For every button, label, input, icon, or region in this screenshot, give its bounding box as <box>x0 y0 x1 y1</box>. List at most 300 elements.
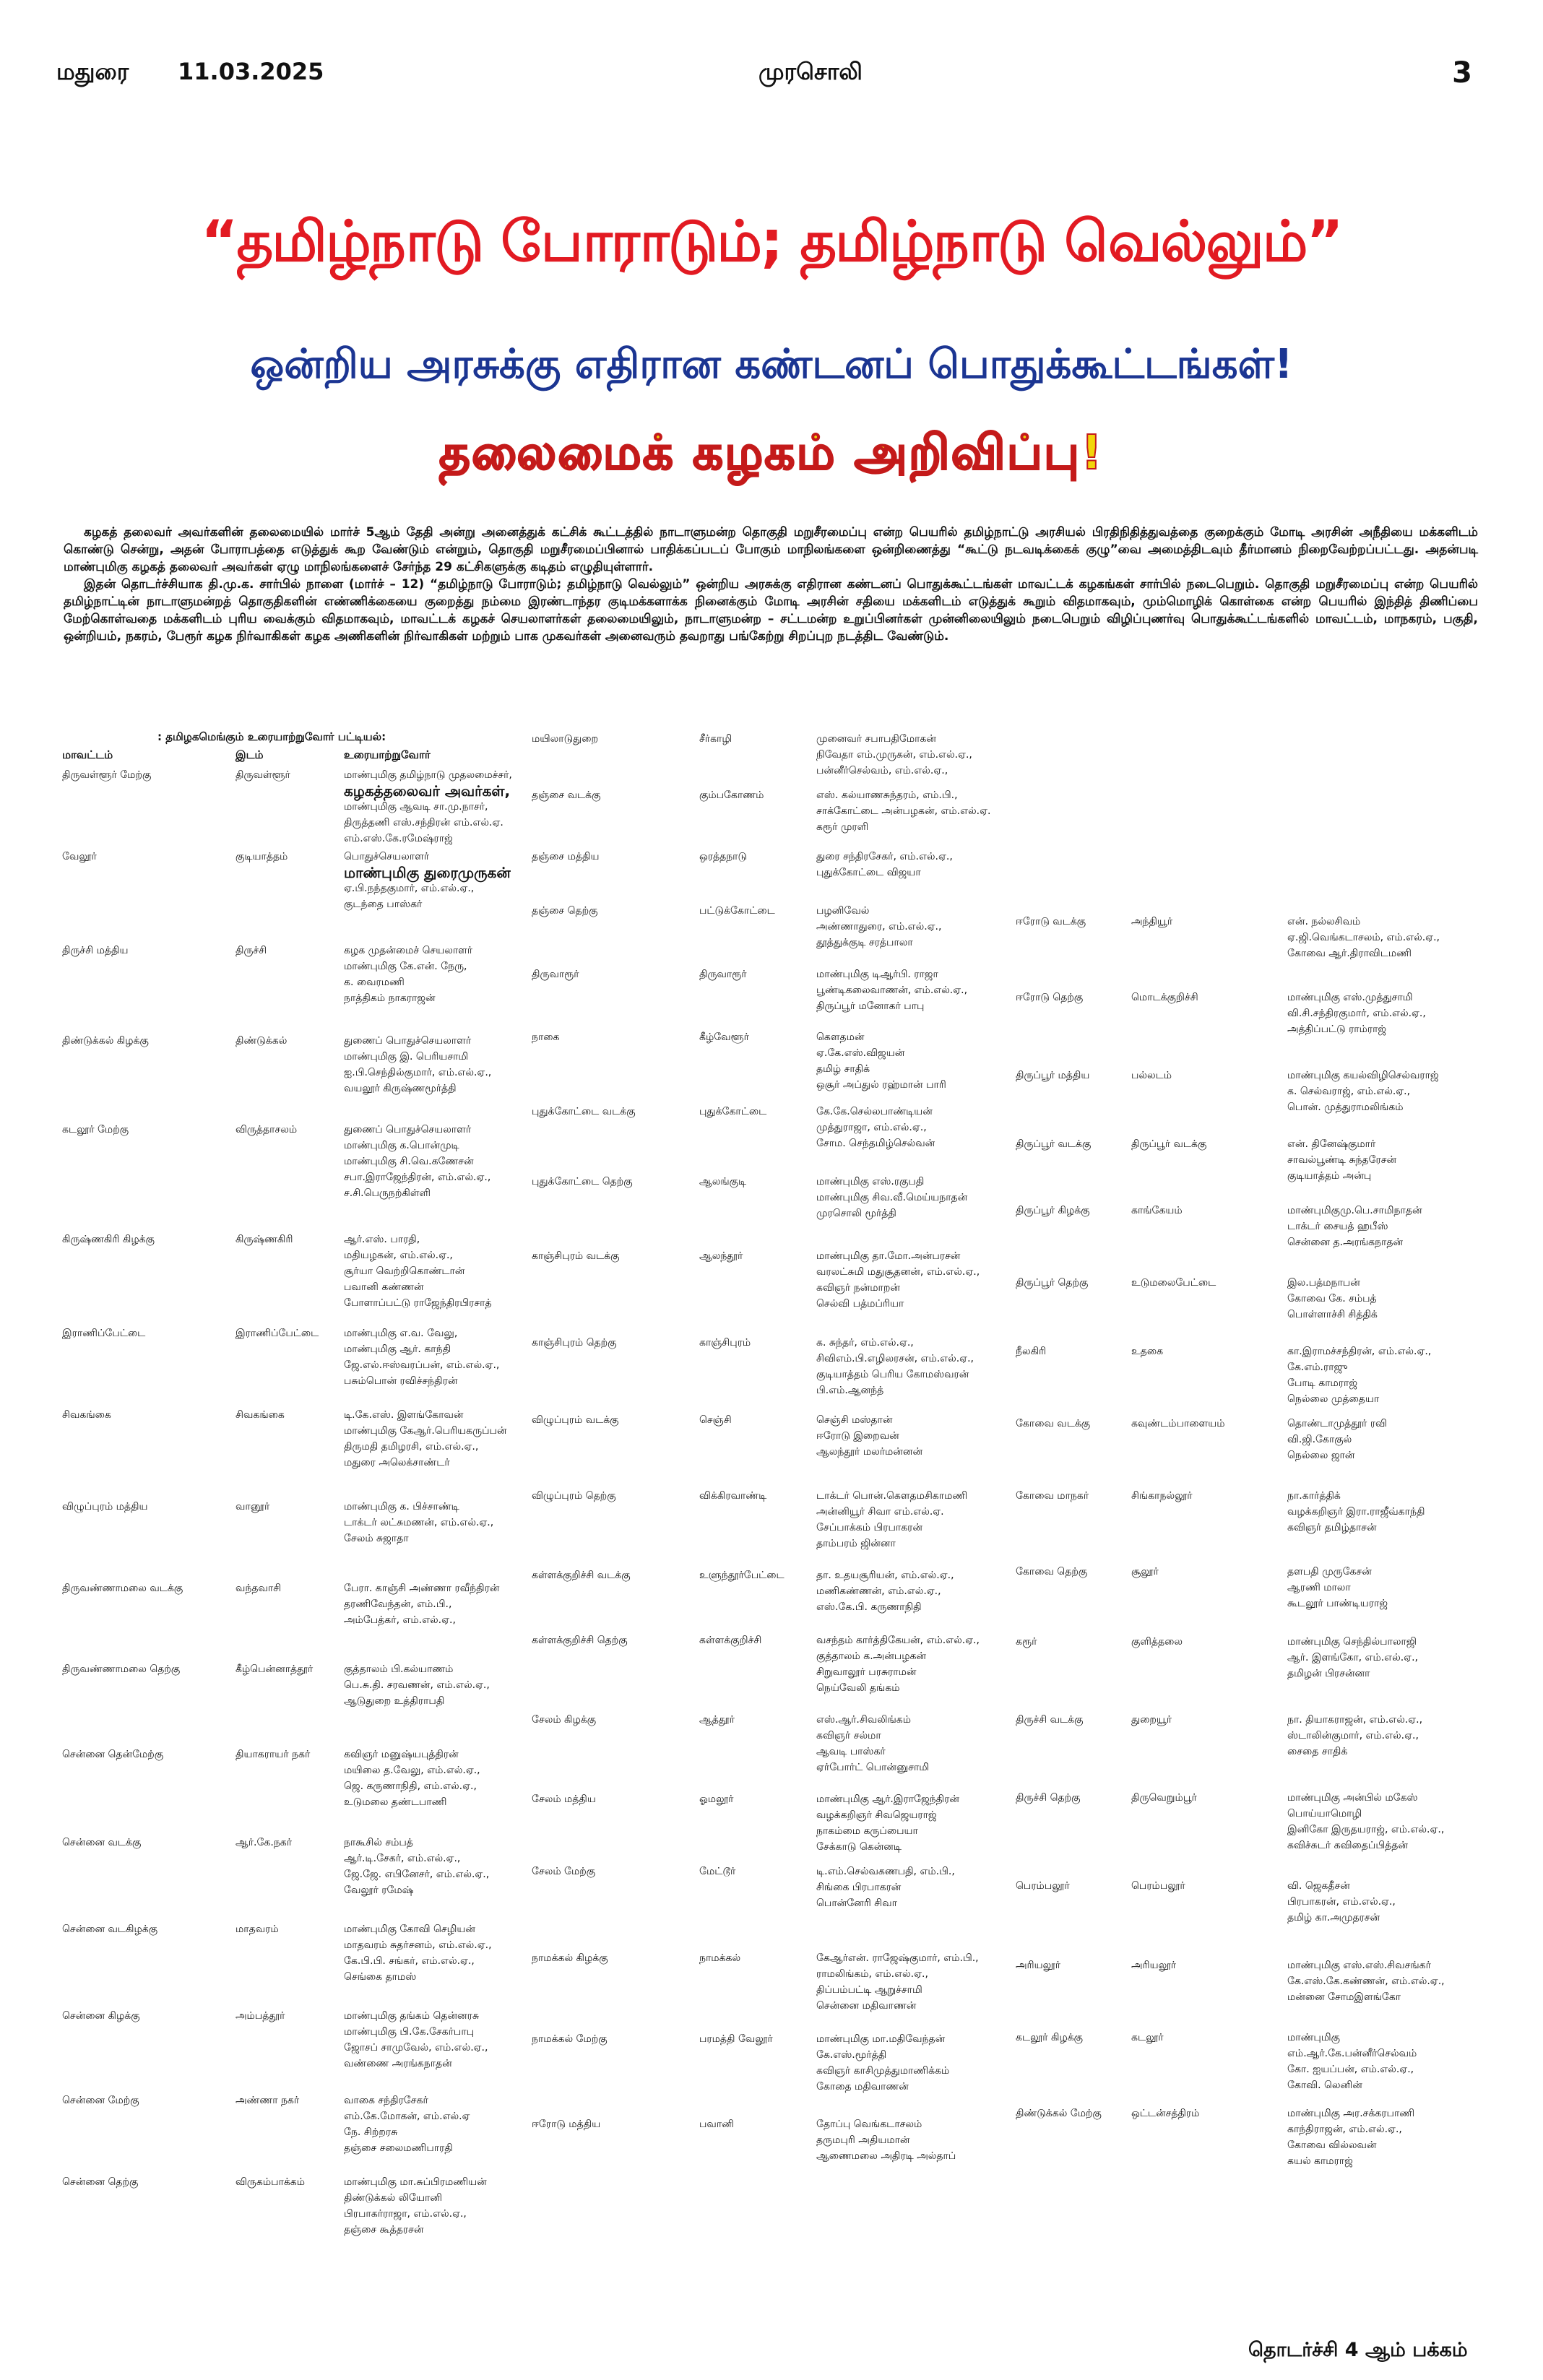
speaker-name: பழனிவேல் <box>816 905 870 917</box>
speaker-name: அன்னியூர் சிவா எம்.எல்.ஏ. <box>816 1506 944 1518</box>
speaker-name: கா.இராமச்சந்திரன், எம்.எல்.ஏ., <box>1287 1346 1432 1357</box>
speaker-name: மாதவரம் சுதர்சனம், எம்.எல்.ஏ., <box>344 1939 492 1951</box>
speaker-list <box>816 903 1026 951</box>
speaker-list <box>1287 1488 1497 1536</box>
district-name: நாகை <box>532 1031 560 1043</box>
district-name: கோவை தெற்கு <box>1016 1566 1088 1578</box>
venue-name: மேட்டூர் <box>699 1866 736 1877</box>
speaker-list <box>1287 1712 1497 1760</box>
district-name: திருவண்ணாமலை வடக்கு <box>62 1583 183 1594</box>
venue-name: செஞ்சி <box>699 1414 732 1426</box>
venue-name: கீழ்வேளூர் <box>699 1031 749 1043</box>
speaker-name: மாண்புமிகு கயல்விழிசெல்வராஜ் <box>1287 1070 1439 1081</box>
speaker-name: தொண்டாமுத்தூர் ரவி <box>1287 1418 1387 1429</box>
speaker-list <box>344 767 553 847</box>
speaker-name: உடுமலை தண்டபாணி <box>344 1796 447 1808</box>
speaker-name: காந்திராஜன், எம்.எல்.ஏ., <box>1287 2124 1402 2135</box>
speaker-name: மாண்புமிகு ஆர்.இராஜேந்திரன் <box>816 1793 959 1805</box>
speaker-name: சென்னை மதிவாணன் <box>816 2000 917 2012</box>
speaker-name: மாண்புமிகு க. பிச்சாண்டி <box>344 1501 459 1513</box>
speaker-name: மாண்புமிகு துரைமுருகன் <box>344 864 511 881</box>
page-number: 3 <box>1452 56 1472 90</box>
speaker-name: தமிழன் பிரசன்னா <box>1287 1668 1370 1679</box>
continued-note: தொடர்ச்சி 4 ஆம் பக்கம் <box>1248 2339 1468 2361</box>
speaker-name: ஏ.கே.எஸ்.விஜயன் <box>816 1047 905 1059</box>
speaker-name: வி.சி.சந்திரகுமார், எம்.எல்.ஏ., <box>1287 1008 1426 1019</box>
speaker-name: மாண்புமிகு ஆவடி சா.மு.நாசர், <box>344 801 488 813</box>
venue-name: குளித்தலை <box>1131 1636 1183 1648</box>
district-name: தஞ்சை தெற்கு <box>532 905 598 917</box>
venue-name: ஓமலூர் <box>699 1793 734 1805</box>
venue-name: அந்தியூர் <box>1131 916 1173 927</box>
venue-name: ஒரத்தநாடு <box>699 851 747 862</box>
venue-name: குடியாத்தம் <box>235 851 288 862</box>
speaker-name: ஈரோடு இறைவன் <box>816 1430 899 1442</box>
speaker-name: தோப்பு வெங்கடாசலம் <box>816 2119 922 2130</box>
headline: “தமிழ்நாடு போராடும்; தமிழ்நாடு வெல்லும்” <box>201 209 1342 274</box>
speaker-name: குடியாத்தம் பெரிய கோமஸ்வரன் <box>816 1369 969 1380</box>
venue-name: சீர்காழி <box>699 733 732 745</box>
speaker-name: திருமதி தமிழரசி, எம்.எல்.ஏ., <box>344 1441 479 1453</box>
speaker-name: ஆவடி பாஸ்கர் <box>816 1746 886 1757</box>
speaker-name: குடந்தை பாஸ்கர் <box>344 899 423 910</box>
speaker-name: நா.கார்த்திக் <box>1287 1490 1341 1502</box>
speaker-name: எம்.கே.மோகன், எம்.எல்.ஏ <box>344 2111 470 2122</box>
speaker-name: மதுரை அலெக்சாண்டர் <box>344 1457 450 1468</box>
speaker-name: வழக்கறிஞர் சிவஜெயராஜ் <box>816 1809 937 1821</box>
speaker-name: மாண்புமிகு எஸ்.ரகுபதி <box>816 1176 925 1187</box>
speaker-name: வேலூர் ரமேஷ் <box>344 1884 414 1896</box>
speaker-name: கே.எஸ்.மூர்த்தி <box>816 2049 887 2061</box>
venue-name: கள்ளக்குறிச்சி <box>699 1635 762 1646</box>
district-name: ஈரோடு மத்திய <box>532 2119 601 2130</box>
venue-name: கீழ்பென்னாத்தூர் <box>235 1663 314 1675</box>
speaker-name: ஆர்.எஸ். பாரதி, <box>344 1234 420 1245</box>
speaker-list <box>1287 1416 1497 1463</box>
speaker-name: இனிகோ இருதயராஜ், எம்.எல்.ஏ., <box>1287 1824 1445 1835</box>
speaker-name: தளபதி முருகேசன் <box>1287 1566 1372 1578</box>
speaker-name: எஸ். கல்யாணசுந்தரம், எம்.பி., <box>816 789 958 801</box>
speaker-name: பிரபாகரன், எம்.எல்.ஏ., <box>1287 1896 1396 1908</box>
speaker-name: ஆர். இளங்கோ, எம்.எல்.ஏ., <box>1287 1652 1418 1663</box>
speaker-list <box>344 2093 553 2156</box>
speaker-name: திருப்பூர் மனோகர் பாபு <box>816 1000 925 1012</box>
speaker-name: நிவேதா எம்.முருகன், எம்.எல்.ஏ., <box>816 749 972 761</box>
venue-name: பவானி <box>699 2119 734 2130</box>
speaker-name: நெய்வேலி தங்கம் <box>816 1682 900 1694</box>
district-name: திண்டுக்கல் கிழக்கு <box>62 1035 149 1047</box>
venue-name: நாமக்கல் <box>699 1952 741 1964</box>
speaker-name: கேஆர்என். ராஜேஷ்குமார், எம்.பி., <box>816 1952 979 1964</box>
speaker-name: என். தினேஷ்குமார் <box>1287 1138 1376 1150</box>
speaker-name: நாகூசில் சம்பத் <box>344 1837 413 1848</box>
speaker-list <box>1287 1136 1497 1184</box>
district-name: மயிலாடுதுறை <box>532 733 598 745</box>
speaker-name: பொள்ளாச்சி சித்திக் <box>1287 1309 1378 1320</box>
district-name: கரூர் <box>1016 1636 1037 1648</box>
speaker-name: சேப்பாக்கம் பிரபாகரன் <box>816 1522 922 1533</box>
venue-name: திண்டுக்கல் <box>235 1035 288 1047</box>
speaker-name: திருத்தணி எஸ்.சந்திரன் எம்.எல்.ஏ. <box>344 817 503 828</box>
speaker-name: சேக்காடு கென்னடி <box>816 1841 902 1853</box>
speaker-name: துரை சந்திரசேகர், எம்.எல்.ஏ., <box>816 851 953 862</box>
speaker-name: தமிழ் சாதிக் <box>816 1063 870 1075</box>
speaker-name: துணைப் பொதுச்செயலாளர் <box>344 1124 472 1135</box>
district-name: விழுப்புரம் தெற்கு <box>532 1490 616 1502</box>
speaker-name: செல்வி பத்மப்ரியா <box>816 1298 904 1310</box>
district-name: கள்ளக்குறிச்சி வடக்கு <box>532 1570 631 1581</box>
district-name: சேலம் மேற்கு <box>532 1866 596 1877</box>
venue-name: வந்தவாசி <box>235 1583 282 1594</box>
speaker-name: க. சுந்தர், எம்.எல்.ஏ., <box>816 1337 914 1349</box>
speaker-list <box>344 849 553 912</box>
speaker-list <box>344 1921 553 1985</box>
speaker-name: மாண்புமிகு கோவி செழியன் <box>344 1924 475 1935</box>
speaker-name: வழக்கறிஞர் இரா.ராஜீவ்காந்தி <box>1287 1506 1425 1518</box>
district-name: விழுப்புரம் வடக்கு <box>532 1414 619 1426</box>
speaker-name: செங்கை தாமஸ் <box>344 1971 417 1983</box>
venue-name: சிங்காநல்லூர் <box>1131 1490 1193 1502</box>
speaker-name: சாவல்பூண்டி சுந்தரேசன் <box>1287 1154 1397 1166</box>
speaker-list <box>1287 1068 1497 1115</box>
speaker-name: ச.சி.பெருநற்கிள்ளி <box>344 1187 431 1199</box>
speaker-name: அம்பேத்கர், எம்.எல்.ஏ., <box>344 1614 456 1626</box>
announcement-banner: தலைமைக் கழகம் அறிவிப்பு! <box>438 425 1105 480</box>
venue-name: திருவாரூர் <box>699 969 747 980</box>
venue-name: சூலூர் <box>1131 1566 1159 1578</box>
district-name: நாமக்கல் மேற்கு <box>532 2033 608 2045</box>
speaker-name: வி. ஜெகதீசன் <box>1287 1880 1350 1892</box>
column-header-speakers: உரையாற்றுவோர் <box>344 748 431 761</box>
speaker-list <box>1287 914 1497 961</box>
venue-name: உடுமலைபேட்டை <box>1131 1277 1216 1289</box>
speaker-name: இல.பத்மநாபன் <box>1287 1277 1360 1289</box>
speaker-name: மாண்புமிகு டிஆர்பி. ராஜா <box>816 969 938 980</box>
district-name: ஈரோடு வடக்கு <box>1016 916 1086 927</box>
district-name: திண்டுக்கல் மேற்கு <box>1016 2108 1102 2119</box>
speaker-name: ஆலந்தூர் மலர்மன்னன் <box>816 1446 923 1458</box>
intro-text <box>64 524 1478 645</box>
venue-name: அம்பத்தூர் <box>235 2010 285 2022</box>
speaker-list <box>344 1835 553 1898</box>
speaker-name: நெல்லை ஜான் <box>1287 1450 1355 1461</box>
speaker-name: மாண்புமிகு எ.வ. வேலு, <box>344 1328 458 1339</box>
speaker-name: புதுக்கோட்டை விஜயா <box>816 867 921 878</box>
district-name: திருப்பூர் தெற்கு <box>1016 1277 1089 1289</box>
speaker-name: மணிகண்ணன், எம்.எல்.ஏ., <box>816 1585 941 1597</box>
speaker-name: தரணிவேந்தன், எம்.பி., <box>344 1598 452 1610</box>
speaker-name: ஐ.பி.செந்தில்குமார், எம்.எல்.ஏ., <box>344 1067 492 1078</box>
speaker-name: கயல் காமராஜ் <box>1287 2155 1353 2167</box>
venue-name: தியாகராயர் நகர் <box>235 1749 311 1760</box>
district-name: கடலூர் மேற்கு <box>62 1124 129 1135</box>
speaker-name: மாண்புமிகு அர.சக்கரபாணி <box>1287 2108 1415 2119</box>
speaker-name: ஆர்.டி.சேகர், எம்.எல்.ஏ., <box>344 1853 461 1864</box>
speaker-list <box>1287 1957 1497 2005</box>
speaker-name: கவிஞர் தமிழ்தாசன் <box>1287 1522 1377 1533</box>
speaker-name: மாண்புமிகு சிவ.வீ.மெய்யநாதன் <box>816 1192 968 1203</box>
district-name: கோவை வடக்கு <box>1016 1418 1091 1429</box>
district-name: சென்னை தென்மேற்கு <box>62 1749 164 1760</box>
speaker-name: ஏ.பி.நந்தகுமார், எம்.எல்.ஏ., <box>344 883 475 894</box>
district-name: தஞ்சை மத்திய <box>532 851 600 862</box>
speaker-list <box>816 1104 1026 1151</box>
speaker-name: கே.பி.பி. சங்கர், எம்.எல்.ஏ., <box>344 1955 475 1967</box>
speaker-list <box>1287 990 1497 1037</box>
speaker-list <box>816 1567 1026 1615</box>
speaker-name: தருமபுரி அதியமான் <box>816 2134 910 2146</box>
speaker-name: வி.ஜி.கோகுல் <box>1287 1434 1352 1445</box>
speaker-name: கரூர் முரளி <box>816 821 869 833</box>
speaker-list <box>1287 2030 1497 2093</box>
speaker-name: கவிஞர் சல்மா <box>816 1730 881 1741</box>
speaker-name: நெல்லை முத்தையா <box>1287 1393 1380 1405</box>
speaker-name: திண்டுக்கல் லியோனி <box>344 2192 443 2204</box>
district-name: திருப்பூர் கிழக்கு <box>1016 1205 1090 1216</box>
venue-name: அரியலூர் <box>1131 1960 1177 1971</box>
speaker-name: கே.எஸ்.கே.கண்ணன், எம்.எல்.ஏ., <box>1287 1976 1445 1987</box>
district-name: திருவாரூர் <box>532 969 579 980</box>
edition-date: 11.03.2025 <box>178 58 324 85</box>
speaker-name: வாகை சந்திரசேகர் <box>344 2095 428 2106</box>
speaker-name: பசும்பொன் ரவிச்சந்திரன் <box>344 1375 458 1387</box>
speaker-list <box>344 2008 553 2072</box>
speaker-list <box>816 1791 1026 1855</box>
speaker-name: மாண்புமிகு எஸ்.முத்துசாமி <box>1287 992 1413 1003</box>
venue-name: பட்டுக்கோட்டை <box>699 905 775 917</box>
speaker-name: முனைவர் சபாபதிமோகன் <box>816 733 936 745</box>
speaker-list <box>816 2031 1026 2095</box>
speaker-name: பவானி கண்ணன் <box>344 1281 424 1293</box>
venue-name: ஆத்தூர் <box>699 1714 735 1726</box>
district-name: காஞ்சிபுரம் தெற்கு <box>532 1337 617 1349</box>
intro-paragraph: கழகத் தலைவர் அவர்களின் தலைமையில் மார்ச் 5ஆம் தேதி அன்று அனைத்துக் கட்சிக் கூட்டத்தில் நாடாளுமன்ற தொகுதி மறுசீரமைப்பு என்ற பெயரில் தமிழ்நாட்டு அரசியல் பிரதிநிதித்துவத்தை குறைக்கும் மோடி அரசின் அநீதியை மக்களிடம் கொண்டு சென்று, அதன் போராபத்தை எடுத்துக் கூற வேண்டும் என்றும், தொகுதி மறுசீரமைப்பினால் பாதிக்கப்படப் போகும் மாநிலங்களை ஒன்றிணைத்து “கூட்டு நடவடிக்கைக் குழு”வை அமைத்திடவும் தீர்மானம் நிறைவேற்றப்பட்டது. அதன்படி மாண்புமிகு கழகத் தலைவர் அவர்கள் ஏழு மாநிலங்களைச் சேர்ந்த 29 கட்சிகளுக்கு கடிதம் எழுதியுள்ளார். <box>64 525 1478 574</box>
speaker-name: குத்தாலம் பி.கல்யாணம் <box>344 1663 454 1675</box>
speaker-name: திப்பம்பட்டி ஆறுச்சாமி <box>816 1984 922 1996</box>
speaker-name: தா. உதயசூரியன், எம்.எல்.ஏ., <box>816 1570 954 1581</box>
speaker-name: சிறுவாலூர் பரசுராமன் <box>816 1666 917 1678</box>
district-name: சிவகங்கை <box>62 1409 111 1421</box>
district-name: சென்னை வடகிழக்கு <box>62 1924 158 1935</box>
speaker-name: மாண்புமிகு <box>1287 2032 1340 2043</box>
speaker-list <box>1287 1343 1497 1407</box>
speaker-name: மாண்புமிகு செந்தில்பாலாஜி <box>1287 1636 1417 1648</box>
speaker-name: தஞ்சை சலைமணிபாரதி <box>344 2142 453 2154</box>
district-name: நாமக்கல் கிழக்கு <box>532 1952 608 1964</box>
speaker-name: கௌதமன் <box>816 1031 865 1043</box>
speaker-name: பிரபாகர்ராஜா, எம்.எல்.ஏ., <box>344 2208 467 2220</box>
speaker-name: மாண்புமிகு தா.மோ.அன்பரசன் <box>816 1250 961 1262</box>
speaker-name: நா. தியாகராஜன், எம்.எல்.ஏ., <box>1287 1714 1423 1726</box>
newspaper-name: முரசொலி <box>758 58 863 85</box>
district-name: வேலூர் <box>62 851 97 862</box>
speaker-name: கோவை கே. சம்பத் <box>1287 1293 1377 1304</box>
speaker-list <box>1287 1634 1497 1682</box>
speaker-name: மாண்புமிகு தங்கம் தென்னரசு <box>344 2010 479 2022</box>
district-name: சேலம் கிழக்கு <box>532 1714 597 1726</box>
venue-name: காங்கேயம் <box>1131 1205 1183 1216</box>
speaker-name: ஏ.ஜி.வெங்கடாசலம், எம்.எல்.ஏ., <box>1287 932 1440 943</box>
speaker-name: பொய்யாமொழி <box>1287 1808 1362 1819</box>
speaker-name: டாக்டர் லட்சுமணன், எம்.எல்.ஏ., <box>344 1517 494 1528</box>
speaker-name: மாண்புமிகு சி.வெ.கணேசன் <box>344 1156 474 1167</box>
speaker-name: ஸ்டாலின்குமார், எம்.எல்.ஏ., <box>1287 1730 1419 1741</box>
speaker-name: மாண்புமிகுமு.பெ.சாமிநாதன் <box>1287 1205 1422 1216</box>
speaker-name: ஆரணி மாலா <box>1287 1582 1351 1593</box>
venue-name: ஆலந்தூர் <box>699 1250 743 1262</box>
speaker-name: பூண்டிகலைவாணன், எம்.எல்.ஏ., <box>816 985 968 996</box>
speaker-list <box>344 943 553 1006</box>
speaker-name: எஸ்.கே.பி. கருணாநிதி <box>816 1601 922 1613</box>
column-header-venue: இடம் <box>235 748 264 761</box>
district-name: விழுப்புரம் மத்திய <box>62 1501 148 1513</box>
venue-name: திருவெறும்பூர் <box>1131 1792 1197 1804</box>
speaker-name: மதியழகன், எம்.எல்.ஏ., <box>344 1250 453 1261</box>
edition-city: மதுரை <box>56 58 129 85</box>
speaker-name: குத்தாலம் க.அன்பழகன் <box>816 1650 927 1662</box>
speaker-list <box>344 1122 553 1201</box>
venue-name: புதுக்கோட்டை <box>699 1106 767 1117</box>
district-name: இராணிப்பேட்டை <box>62 1328 146 1339</box>
venue-name: கும்பகோணம் <box>699 789 764 801</box>
speaker-list <box>1287 1275 1497 1323</box>
speaker-name: செஞ்சி மஸ்தான் <box>816 1414 893 1426</box>
speaker-list <box>816 2116 1026 2164</box>
speaker-name: மாண்புமிகு எஸ்.எஸ்.சிவசங்கர் <box>1287 1960 1431 1971</box>
speaker-name: எஸ்.ஆர்.சிவலிங்கம் <box>816 1714 911 1726</box>
speaker-list <box>344 1661 553 1709</box>
speaker-list <box>816 1248 1026 1312</box>
venue-name: மாதவரம் <box>235 1924 279 1935</box>
speaker-list <box>816 787 1026 835</box>
speaker-list <box>816 1632 1026 1696</box>
speaker-list <box>344 1747 553 1810</box>
speaker-name: தமிழ் கா.அமுதரசன் <box>1287 1912 1380 1924</box>
speaker-name: பொன்னேரி சிவா <box>816 1897 897 1909</box>
speaker-name: பன்னீர்செல்வம், எம்.எல்.ஏ., <box>816 765 948 776</box>
speaker-name: சைதை சாதிக் <box>1287 1746 1348 1757</box>
speaker-name: கோதை மதிவாணன் <box>816 2081 909 2093</box>
venue-name: கவுண்டம்பாளையம் <box>1131 1418 1225 1429</box>
speaker-name: கே.கே.செல்லபாண்டியன் <box>816 1106 933 1117</box>
venue-name: விருத்தாசலம் <box>235 1124 298 1135</box>
speaker-name: சிங்கை பிரபாகரன் <box>816 1882 902 1893</box>
speaker-list <box>344 1325 553 1389</box>
speaker-name: சபா.இராஜேந்திரன், எம்.எல்.ஏ., <box>344 1172 491 1183</box>
venue-name: உதகை <box>1131 1346 1164 1357</box>
venue-name: துறையூர் <box>1131 1714 1172 1726</box>
speaker-list <box>1287 1790 1497 1853</box>
speaker-name: நாகம்மை கருப்பையா <box>816 1825 918 1837</box>
subheadline: ஒன்றிய அரசுக்கு எதிரான கண்டனப் பொதுக்கூட்டங்கள்! <box>250 341 1293 388</box>
speaker-name: ஜெ. கருணாநிதி, எம்.எல்.ஏ., <box>344 1780 477 1792</box>
venue-name: உளுந்தூர்பேட்டை <box>699 1570 785 1581</box>
speaker-name: என். நல்லசிவம் <box>1287 916 1361 927</box>
district-name: திருச்சி வடக்கு <box>1016 1714 1084 1726</box>
speaker-name: மாண்புமிகு தமிழ்நாடு முதலமைச்சர், <box>344 769 512 781</box>
speaker-list <box>816 1174 1026 1221</box>
speaker-name: நாத்திகம் நாகராஜன் <box>344 992 436 1004</box>
speaker-list <box>816 849 1026 880</box>
speaker-name: சென்னை த.அரங்கநாதன் <box>1287 1237 1404 1248</box>
district-name: திருப்பூர் மத்திய <box>1016 1070 1090 1081</box>
speaker-name: கவிஞர் காசிமுத்துமாணிக்கம் <box>816 2065 950 2077</box>
speaker-name: எம்.ஆர்.கே.பன்னீர்செல்வம் <box>1287 2048 1417 2059</box>
speaker-list <box>816 1335 1026 1398</box>
speaker-name: கவிஞர் மனுஷ்யபுத்திரன் <box>344 1749 459 1760</box>
district-name: தஞ்சை வடக்கு <box>532 789 601 801</box>
speaker-name: கோவி. லெனின் <box>1287 2080 1362 2091</box>
district-name: காஞ்சிபுரம் வடக்கு <box>532 1250 620 1262</box>
speaker-name: சிவிஎம்.பி.எழிலரசன், எம்.எல்.ஏ., <box>816 1353 974 1364</box>
speaker-name: தஞ்சை கூத்தரசன் <box>344 2224 424 2236</box>
venue-name: பல்லடம் <box>1131 1070 1172 1081</box>
speaker-list <box>344 1580 553 1628</box>
venue-name: கடலூர் <box>1131 2032 1164 2043</box>
venue-name: திருப்பூர் வடக்கு <box>1131 1138 1207 1150</box>
speaker-list <box>816 1712 1026 1775</box>
speaker-name: ஆணைமலை அதிரடி அல்தாப் <box>816 2150 956 2162</box>
venue-name: பெரம்பலூர் <box>1131 1880 1185 1892</box>
speaker-name: குடியாத்தம் அன்பு <box>1287 1170 1372 1182</box>
speaker-list <box>344 1499 553 1546</box>
speaker-name: கவிச்சுடர் கவிதைப்பித்தன் <box>1287 1840 1408 1851</box>
speaker-name: வயலூர் கிருஷ்ணமூர்த்தி <box>344 1083 457 1094</box>
district-name: புதுக்கோட்டை வடக்கு <box>532 1106 636 1117</box>
speaker-name: கூடலூர் பாண்டியராஜ் <box>1287 1598 1388 1609</box>
speaker-list <box>1287 1564 1497 1611</box>
speaker-name: சாக்கோட்டை அன்பழகன், எம்.எல்.ஏ. <box>816 805 991 817</box>
speaker-name: மாண்புமிகு கேஆர்.பெரியகருப்பன் <box>344 1425 507 1437</box>
speaker-name: சூர்யா வெற்றிகொண்டான் <box>344 1265 465 1277</box>
district-name: நீலகிரி <box>1016 1346 1047 1357</box>
masthead <box>56 58 1472 94</box>
speaker-name: பொதுச்செயலாளர் <box>344 851 430 862</box>
speaker-name: பொன். முத்துராமலிங்கம் <box>1287 1102 1404 1113</box>
district-name: திருவள்ளூர் மேற்கு <box>62 769 152 781</box>
speaker-name: க. வைரமணி <box>344 977 405 988</box>
district-name: சென்னை கிழக்கு <box>62 2010 140 2022</box>
district-name: சென்னை மேற்கு <box>62 2095 139 2106</box>
speaker-name: டாக்டர் பொன்.கௌதமசிகாமணி <box>816 1490 968 1502</box>
speaker-list <box>816 1412 1026 1460</box>
venue-name: கிருஷ்ணகிரி <box>235 1234 293 1245</box>
district-name: திருச்சி தெற்கு <box>1016 1792 1081 1804</box>
district-name: திருச்சி மத்திய <box>62 945 129 956</box>
speaker-name: அண்ணாதுரை, எம்.எல்.ஏ., <box>816 921 942 932</box>
speaker-name: ஜே.எல்.ஈஸ்வரப்பன், எம்.எல்.ஏ., <box>344 1359 500 1371</box>
speaker-name: கோ. ஐயப்பன், எம்.எல்.ஏ., <box>1287 2064 1414 2075</box>
speaker-list <box>816 731 1026 779</box>
venue-name: ஆர்.கே.நகர் <box>235 1837 293 1848</box>
district-name: கிருஷ்ணகிரி கிழக்கு <box>62 1234 155 1245</box>
speaker-list <box>1287 1878 1497 1926</box>
speaker-list <box>344 1407 553 1471</box>
venue-name: திருவள்ளூர் <box>235 769 290 781</box>
speaker-list <box>344 2174 553 2238</box>
speaker-name: வசந்தம் கார்த்திகேயன், எம்.எல்.ஏ., <box>816 1635 980 1646</box>
venue-name: ஆலங்குடி <box>699 1176 747 1187</box>
district-name: பெரம்பலூர் <box>1016 1880 1070 1892</box>
speaker-list <box>816 1864 1026 1911</box>
speaker-name: பெ.சு.தி. சரவணன், எம்.எல்.ஏ., <box>344 1679 490 1691</box>
district-name: கோவை மாநகர் <box>1016 1490 1089 1502</box>
district-name: திருவண்ணாமலை தெற்கு <box>62 1663 181 1675</box>
speaker-list <box>344 1232 553 1311</box>
speaker-name: மாண்புமிகு கே.என். நேரு, <box>344 961 467 972</box>
speaker-list <box>1287 2106 1497 2169</box>
speaker-name: கே.எம்.ராஜு <box>1287 1362 1348 1373</box>
